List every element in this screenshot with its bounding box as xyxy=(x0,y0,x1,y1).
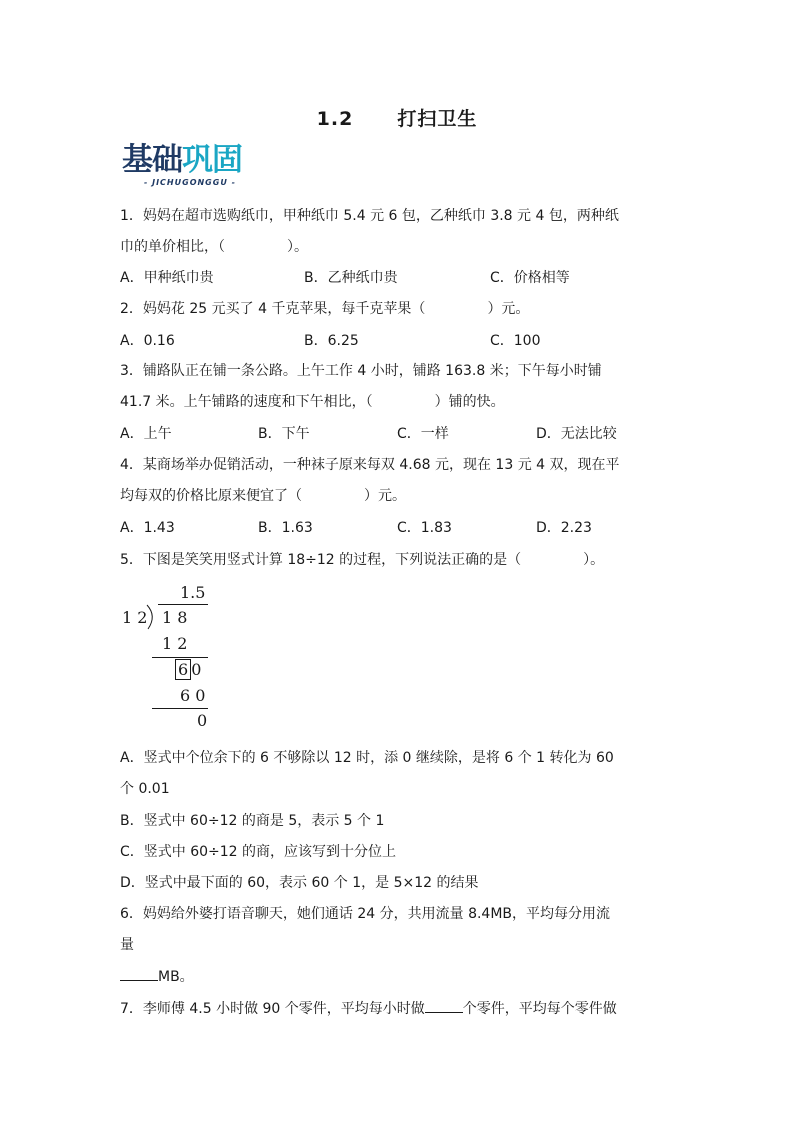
logo-text-b: 巩固 xyxy=(182,142,242,178)
division-final: 0 xyxy=(197,711,208,730)
division-line-2 xyxy=(152,708,208,709)
division-quotient: 1.5 xyxy=(180,583,206,602)
division-line-1 xyxy=(152,657,208,658)
q5-line1: 5．下图是笑笑用竖式计算 18÷12 的过程，下列说法正确的是（ ）。 xyxy=(120,552,605,568)
q5-option-a-line1: A．竖式中个位余下的 6 不够除以 12 时，添 0 继续除，是将 6 个 1 转化为 60 xyxy=(120,750,614,766)
q4-option-c: C．1.83 xyxy=(397,520,452,536)
division-step1: 1 2 xyxy=(162,634,188,653)
q5-option-c: C．竖式中 60÷12 的商，应该写到十分位上 xyxy=(120,844,397,860)
section-number: 1.2 xyxy=(316,108,354,130)
logo-text-a: 基础 xyxy=(122,142,182,178)
q3-line2: 41.7 米。上午铺路的速度和下午相比，（ ）铺的快。 xyxy=(120,394,505,410)
division-bar xyxy=(158,604,208,605)
long-division-diagram xyxy=(110,582,230,734)
q5-option-d: D．竖式中最下面的 60，表示 60 个 1，是 5×12 的结果 xyxy=(120,875,479,891)
q6-line1: 6．妈妈给外婆打语音聊天，她们通话 24 分，共用流量 8.4MB，平均每分用流 xyxy=(120,906,611,922)
division-boxed-digit: 6 xyxy=(175,659,191,680)
q1-line1: 1．妈妈在超市选购纸巾，甲种纸巾 5.4 元 6 包，乙种纸巾 3.8 元 4 包，两种纸 xyxy=(120,208,619,224)
division-bracket-icon xyxy=(146,604,158,630)
q1-option-c: C．价格相等 xyxy=(490,270,570,286)
section-title: 打扫卫生 xyxy=(397,108,478,130)
q6-line3: MB。 xyxy=(120,966,194,987)
logo-subtitle: - JICHUGONGGU - xyxy=(144,178,236,187)
q1-line2: 巾的单价相比，（ ）。 xyxy=(120,239,308,255)
division-divisor: 1 2 xyxy=(122,608,148,627)
q4-option-b: B．1.63 xyxy=(258,520,313,536)
q3-option-c: C．一样 xyxy=(397,426,449,442)
q4-option-a: A．1.43 xyxy=(120,520,175,536)
q3-option-a: A．上午 xyxy=(120,426,172,442)
jichugonggu-logo xyxy=(122,143,272,191)
answer-blank[interactable] xyxy=(425,998,463,1013)
page-title xyxy=(0,104,794,131)
q5-option-b: B．竖式中 60÷12 的商是 5，表示 5 个 1 xyxy=(120,813,385,829)
division-remainder-1: 6 0 xyxy=(175,661,201,679)
q2-line1: 2．妈妈花 25 元买了 4 千克苹果，每千克苹果（ ）元。 xyxy=(120,301,530,317)
q4-line2: 均每双的价格比原来便宜了（ ）元。 xyxy=(120,488,406,504)
q4-option-d: D．2.23 xyxy=(536,520,592,536)
q7-line1: 7．李师傅 4.5 小时做 90 个零件，平均每小时做 个零件，平均每个零件做 xyxy=(120,998,617,1019)
q5-option-a-line2: 个 0.01 xyxy=(120,781,170,797)
division-step2: 6 0 xyxy=(180,686,206,705)
q2-option-c: C．100 xyxy=(490,333,541,349)
division-dividend: 1 8 xyxy=(162,608,188,627)
q4-line1: 4．某商场举办促销活动，一种袜子原来每双 4.68 元，现在 13 元 4 双，现在平 xyxy=(120,457,620,473)
answer-blank[interactable] xyxy=(120,966,158,981)
q3-line1: 3．铺路队正在铺一条公路。上午工作 4 小时，铺路 163.8 米；下午每小时铺 xyxy=(120,363,602,379)
q3-option-d: D．无法比较 xyxy=(536,426,617,442)
q2-option-b: B．6.25 xyxy=(304,333,359,349)
q3-option-b: B．下午 xyxy=(258,426,310,442)
q6-line2: 量 xyxy=(120,937,134,953)
q1-option-b: B．乙种纸巾贵 xyxy=(304,270,398,286)
q2-option-a: A．0.16 xyxy=(120,333,175,349)
q1-option-a: A．甲种纸巾贵 xyxy=(120,270,214,286)
